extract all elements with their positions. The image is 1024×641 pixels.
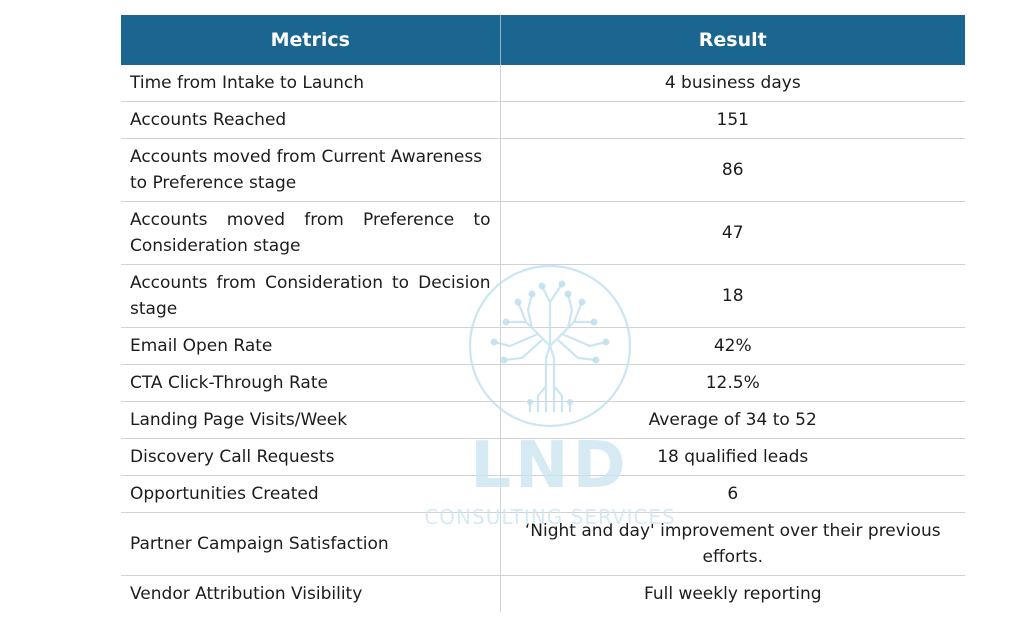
table-row <box>121 102 965 139</box>
result-cell: 42% <box>500 328 965 365</box>
table-row <box>121 328 965 365</box>
table-row <box>121 402 965 439</box>
table-row <box>121 202 965 265</box>
result-cell: Full weekly reporting <box>643 584 822 604</box>
result-cell: 18 <box>500 265 965 328</box>
metric-cell: Vendor Attribution Visibility <box>121 576 500 613</box>
result-cell: 4 business days <box>500 65 965 102</box>
metric-cell: Opportunities Created <box>121 476 500 513</box>
result-cell: Average of 34 to 52 <box>500 402 965 439</box>
table-row <box>121 265 965 328</box>
watermark-title: LND <box>470 429 630 503</box>
metric-cell: Accounts Reached <box>121 102 500 139</box>
metric-cell: Discovery Call Requests <box>121 439 500 476</box>
header-result: Result <box>500 15 965 65</box>
table-row <box>121 365 965 402</box>
metric-cell: Email Open Rate <box>121 328 500 365</box>
table-row <box>121 513 965 576</box>
metric-cell: CTA Click-Through Rate <box>121 365 500 402</box>
result-cell: 12.5% <box>500 365 965 402</box>
metric-cell: Accounts moved from Current Awareness to Preference stage <box>121 139 500 202</box>
watermark-subtitle: CONSULTING SERVICES <box>424 505 676 529</box>
metric-cell: Accounts moved from Preference to Consideration stage <box>121 202 500 265</box>
table-row <box>121 139 965 202</box>
result-cell: 47 <box>500 202 965 265</box>
metrics-table <box>121 15 965 612</box>
table-row <box>121 65 965 102</box>
result-cell: 151 <box>500 102 965 139</box>
result-cell: ‘Night and day' improvement over their previous efforts. <box>500 513 965 576</box>
metric-cell: Partner Campaign Satisfaction <box>121 513 500 576</box>
table-row <box>121 439 965 476</box>
header-metrics: Metrics <box>121 15 500 65</box>
result-cell: 6 <box>500 476 965 513</box>
metric-cell: Accounts from Consideration to Decision stage <box>121 265 500 328</box>
table-row <box>121 476 965 513</box>
metric-cell: Landing Page Visits/Week <box>121 402 500 439</box>
metric-cell: Time from Intake to Launch <box>121 65 500 102</box>
result-cell: 18 qualified leads <box>500 439 965 476</box>
table-row <box>121 576 965 613</box>
table-header-row <box>121 15 965 65</box>
result-cell: 86 <box>500 139 965 202</box>
